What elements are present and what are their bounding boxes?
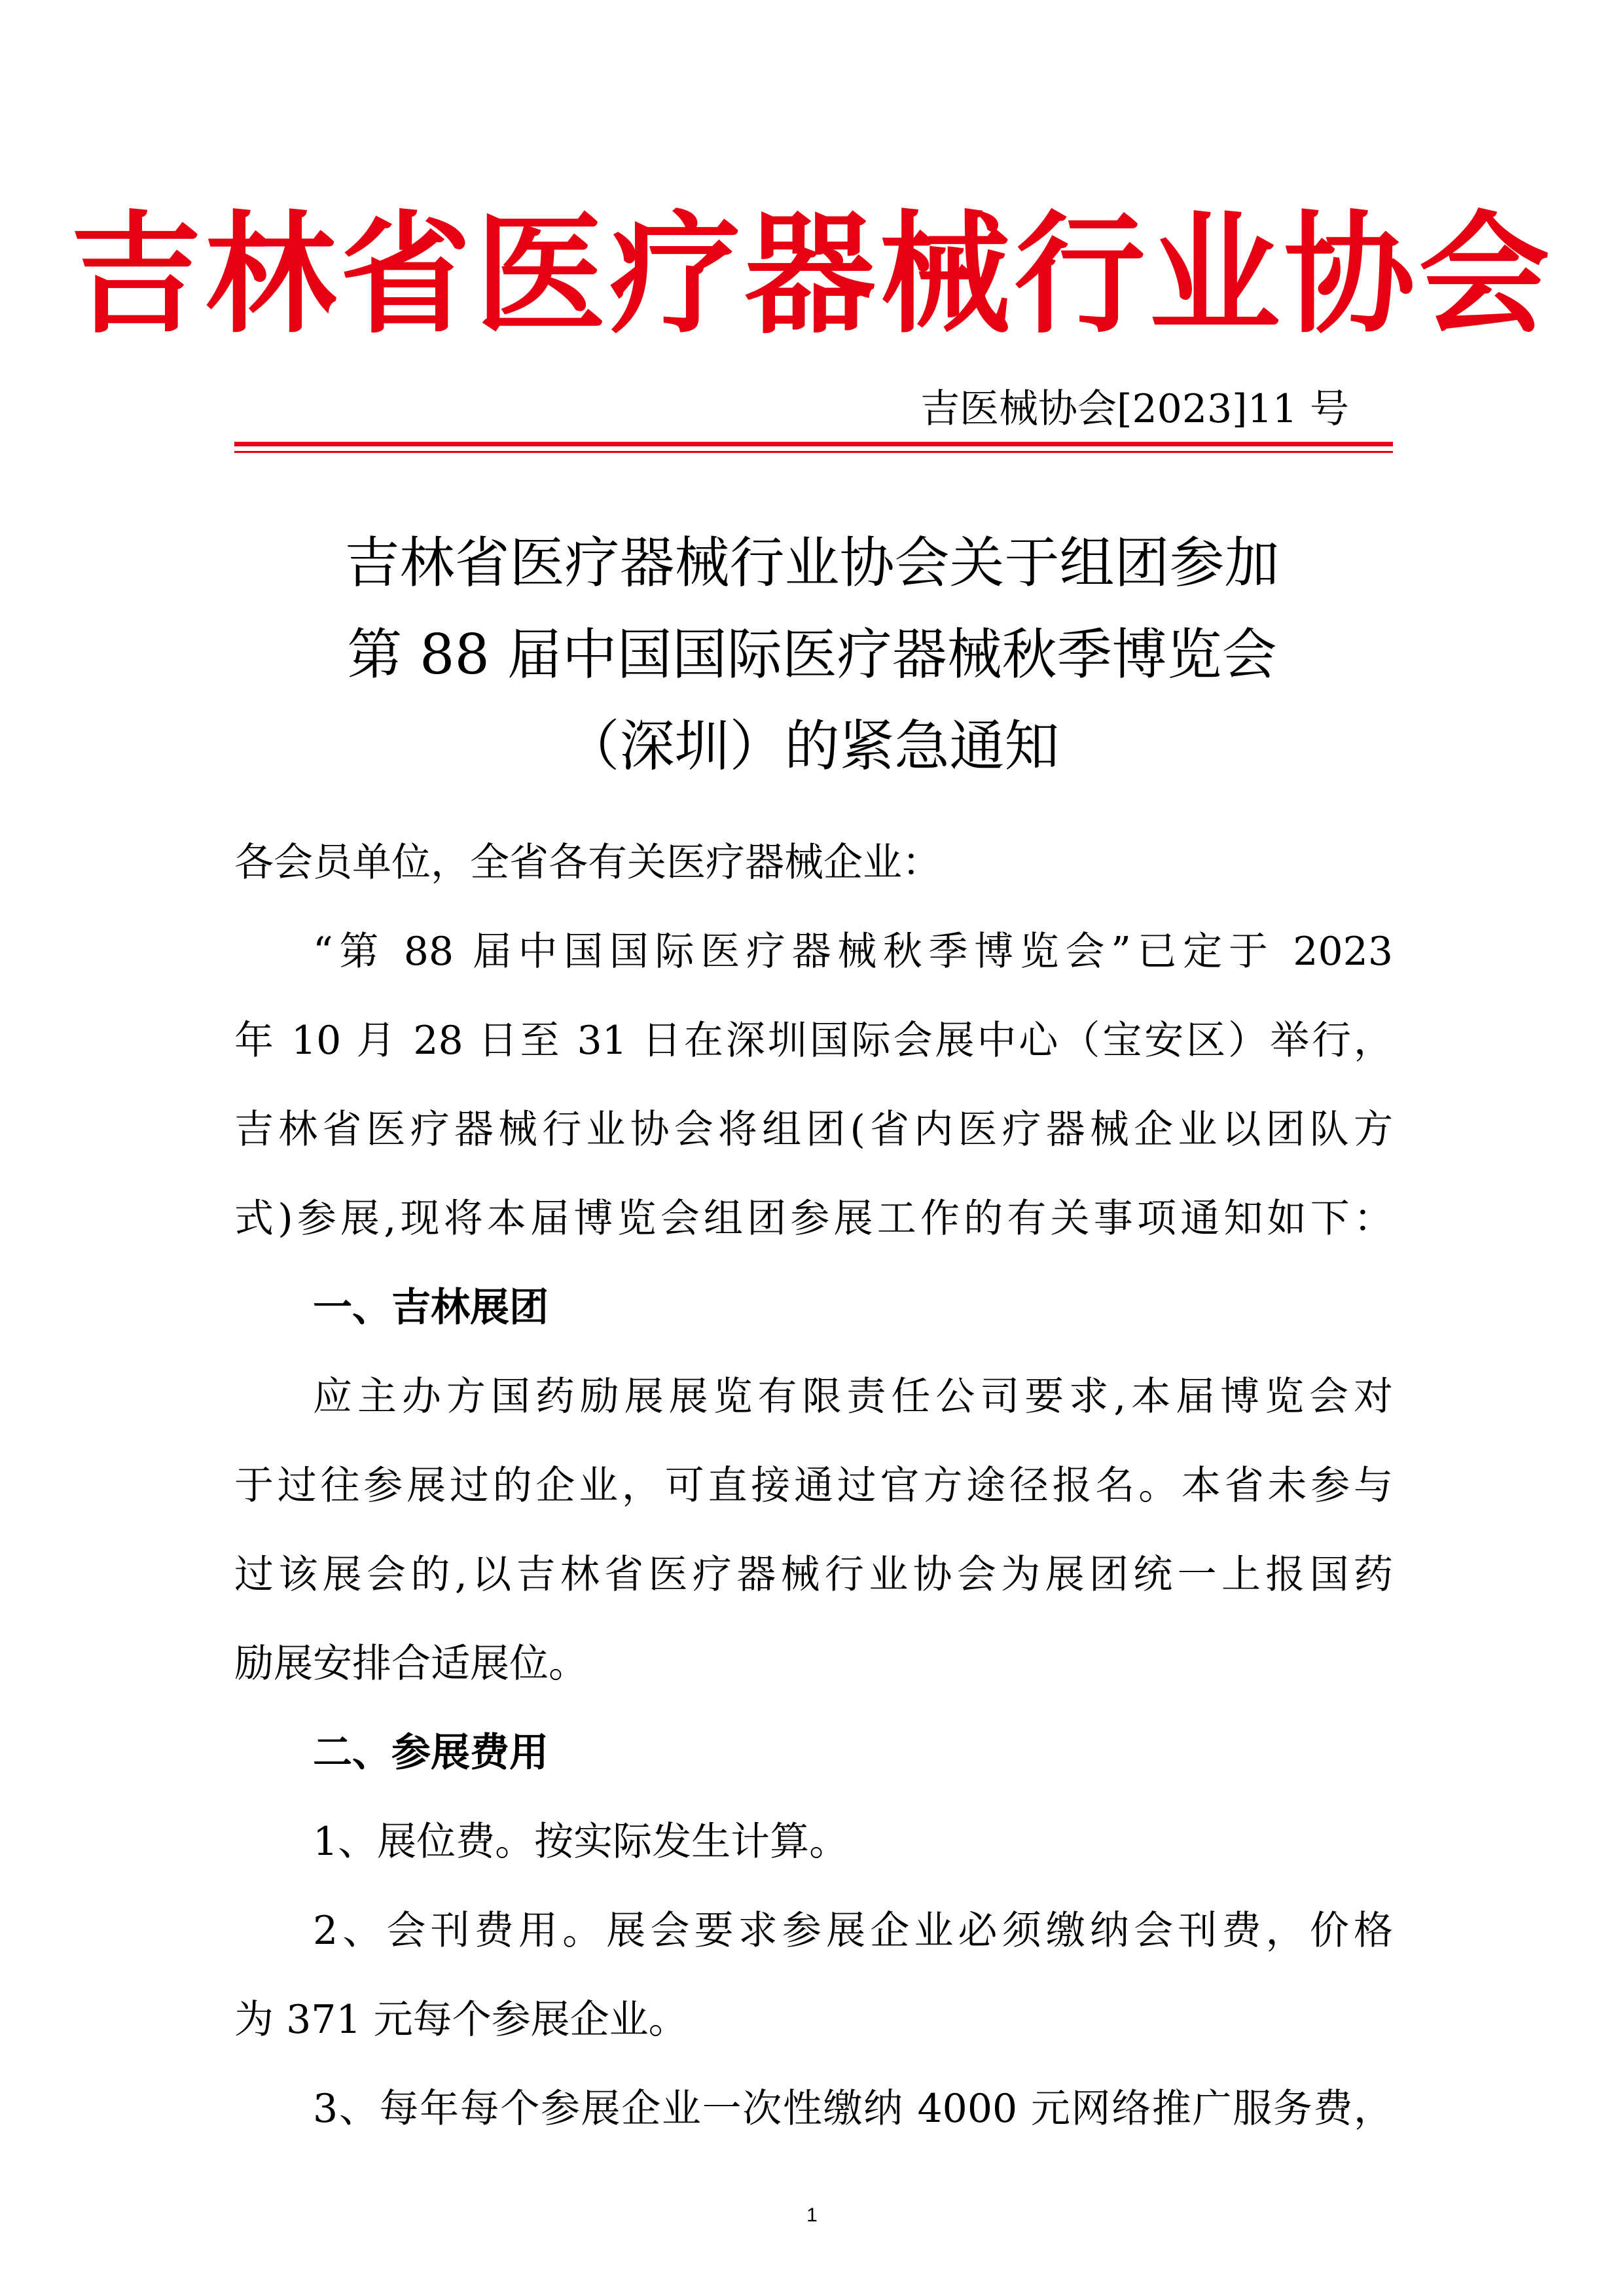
- section-2-heading: 二、参展费用: [313, 1730, 549, 1776]
- fee-item-1: 1、展位费。按实际发生计算。: [313, 1819, 849, 1865]
- intro-line-1: “第 88 届中国国际医疗器械秋季博览会”已定于 2023: [313, 929, 1393, 975]
- section-1-line-1: 应主办方国药励展展览有限责任公司要求,本届博览会对: [313, 1374, 1393, 1420]
- fee-item-2-line-2: 为 371 元每个参展企业。: [234, 1997, 688, 2043]
- header-divider-thin: [234, 451, 1393, 453]
- title-line-3: （深圳）的紧急通知: [564, 714, 1060, 778]
- intro-line-2: 年 10 月 28 日至 31 日在深圳国际会展中心（宝安区）举行，: [234, 1018, 1393, 1064]
- fee-item-3: 3、每年每个参展企业一次性缴纳 4000 元网络推广服务费，: [313, 2086, 1393, 2132]
- fee-item-2-line-1: 2、会刊费用。展会要求参展企业必须缴纳会刊费，价格: [313, 1908, 1393, 1954]
- title-line-1: 吉林省医疗器械行业协会关于组团参加: [344, 531, 1280, 595]
- document-title: [0, 517, 1624, 792]
- section-1-line-3: 过该展会的,以吉林省医疗器械行业协会为展团统一上报国药: [234, 1552, 1393, 1598]
- organization-header: 吉林省医疗器械行业协会: [70, 198, 1554, 351]
- section-1-line-4: 励展安排合适展位。: [234, 1641, 588, 1687]
- section-1-heading: 一、吉林展团: [313, 1285, 549, 1331]
- document-number: 吉医械协会[2023]11 号: [920, 386, 1349, 432]
- title-line-2: 第 88 届中国国际医疗器械秋季博览会: [347, 622, 1277, 687]
- header-divider-thick: [234, 442, 1393, 446]
- salutation: 各会员单位，全省各有关医疗器械企业：: [234, 840, 941, 886]
- intro-line-4: 式)参展,现将本届博览会组团参展工作的有关事项通知如下：: [234, 1196, 1393, 1242]
- intro-line-3: 吉林省医疗器械行业协会将组团(省内医疗器械企业以团队方: [234, 1107, 1393, 1153]
- page-number: 1: [806, 2204, 818, 2226]
- document-body: [234, 818, 1393, 2153]
- section-1-line-2: 于过往参展过的企业，可直接通过官方途径报名。本省未参与: [234, 1463, 1393, 1509]
